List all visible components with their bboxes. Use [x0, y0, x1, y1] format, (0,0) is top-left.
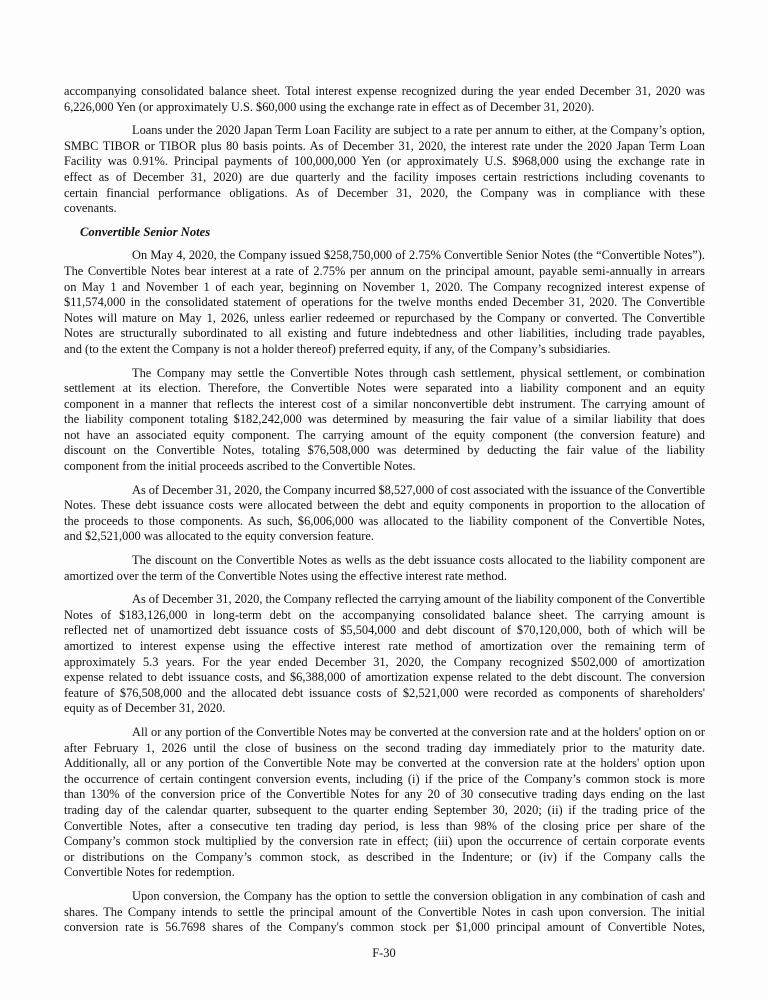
- text-line: [64, 123, 705, 139]
- paragraph: [64, 592, 705, 717]
- text-line-content: accompanying consolidated balance sheet. Total interest expense recognized during the year ended December 31, 2020 was: [64, 84, 705, 98]
- text-line: [64, 889, 705, 905]
- text-line-content: Convertible Notes, after a consecutive ten trading day period, is less than 98% of the closing price per share of the: [64, 818, 705, 833]
- text-line-content: Convertible Notes for redemption.: [64, 865, 235, 880]
- section-heading: Convertible Senior Notes: [80, 224, 211, 239]
- text-line: [64, 311, 705, 327]
- text-line-content: component from the initial proceeds ascribed to the Convertible Notes.: [64, 459, 416, 474]
- paragraph: [64, 553, 705, 584]
- text-line: [64, 686, 705, 702]
- text-line-content: and $2,521,000 was allocated to the equity conversion feature.: [64, 529, 375, 544]
- text-line: [64, 756, 705, 772]
- text-line-content: conversion rate is 56.7698 shares of the Company's common stock per $1,000 principal amount of Convertible Notes,: [64, 920, 705, 935]
- text-line: [64, 553, 705, 569]
- text-line: [64, 326, 705, 342]
- text-line: [64, 819, 705, 835]
- text-line: [64, 280, 705, 296]
- text-line-content: SMBC TIBOR or TIBOR plus 80 basis points. As of December 31, 2020, the interest rate under the 2020 Japan Term Loan: [64, 138, 705, 153]
- text-line: [64, 592, 705, 608]
- text-line: [64, 725, 705, 741]
- text-line: [64, 850, 705, 866]
- text-line: [64, 264, 705, 280]
- text-line-content: The Company may settle the Convertible Notes through cash settlement, physical settlement, or combination: [132, 365, 705, 380]
- text-line: [64, 514, 705, 530]
- text-line: [64, 865, 705, 881]
- text-line-content: reflected net of unamortized debt issuance costs of $5,504,000 and debt discount of $70,120,000, both of which will be: [64, 623, 705, 638]
- text-line: [64, 787, 705, 803]
- text-line: [64, 201, 705, 217]
- text-line: [64, 428, 705, 444]
- text-line: [64, 834, 705, 850]
- text-line: [64, 529, 705, 545]
- text-line: [64, 608, 705, 624]
- text-line-content: component in a manner that reflects the interest cost of a similar nonconvertible debt instrument. The carrying amount of: [64, 396, 705, 411]
- text-line-content: As of December 31, 2020, the Company reflected the carrying amount of the liability component of the Convertible: [132, 592, 705, 607]
- text-line-content: 6,226,000 Yen (or approximately U.S. $60,000 using the exchange rate in effect as of December 31, 2020).: [64, 99, 595, 114]
- text-line-content: Loans under the 2020 Japan Term Loan Facility are subject to a rate per annum to either, at the Company’s option,: [132, 123, 705, 138]
- text-line-content: Notes are structurally subordinated to all existing and future indebtedness and other liabilities, including trade payables,: [64, 326, 705, 341]
- text-line-content: $11,574,000 in the consolidated statement of operations for the twelve months ended December 31, 2020. The Convertible: [64, 295, 705, 310]
- text-line-content: effect as of December 31, 2020) are due quarterly and the facility imposes certain restrictions including covenants to: [64, 169, 705, 184]
- text-line-content: the liability component totaling $182,242,000 was determined by measuring the fair value of a similar liability that does: [64, 412, 705, 427]
- text-line: [64, 154, 705, 170]
- paragraph: [64, 84, 705, 115]
- text-line-content: Notes of $183,126,000 in long-term debt on the accompanying consolidated balance sheet. The carrying amount is: [64, 607, 705, 622]
- text-line: [64, 443, 705, 459]
- paragraph: [64, 248, 705, 357]
- text-line-content: amortized to interest expense using the effective interest rate method of amortization over the remaining term of: [64, 639, 705, 653]
- text-line-content: or distributions on the Company’s common stock, as described in the Indenture; or (iv) if the Company calls the: [64, 849, 705, 864]
- text-line-content: after February 1, 2026 until the close of business on the second trading day immediately prior to the maturity date.: [64, 740, 705, 755]
- text-line: [64, 366, 705, 382]
- text-line-content: feature of $76,508,000 and the allocated debt issuance costs of $2,521,000 were recorded as components of shareholders': [64, 685, 705, 700]
- paragraph: [64, 123, 705, 217]
- text-line-content: On May 4, 2020, the Company issued $258,750,000 of 2.75% Convertible Senior Notes (the “Convertible Notes”).: [132, 248, 705, 263]
- text-line-content: covenants.: [64, 201, 117, 216]
- text-line-content: on May 1 and November 1 of each year, beginning on November 1, 2020. The Company recognized interest expense of: [64, 279, 705, 294]
- text-line-content: settlement at its election. Therefore, the Convertible Notes were separated into a liability component and an equity: [64, 381, 705, 396]
- text-line: [64, 342, 705, 358]
- text-line-content: As of December 31, 2020, the Company incurred $8,527,000 of cost associated with the issuance of the Convertible: [132, 482, 705, 497]
- text-line-content: the occurrence of certain contingent conversion events, including (i) if the price of the Company’s common stock is more: [64, 771, 705, 786]
- text-line: [64, 397, 705, 413]
- paragraph: [64, 483, 705, 545]
- page-number: F-30: [372, 946, 396, 960]
- text-line: [64, 248, 705, 264]
- text-line-content: equity as of December 31, 2020.: [64, 701, 226, 716]
- text-line: [64, 498, 705, 514]
- text-line: [64, 84, 705, 100]
- text-line-content: the proceeds to those components. As such, $6,006,000 was allocated to the liability component of the Convertible Notes,: [64, 513, 705, 528]
- text-line: [64, 741, 705, 757]
- text-line: [64, 483, 705, 499]
- document-page: [64, 84, 705, 944]
- text-line: [64, 623, 705, 639]
- text-line: [64, 170, 705, 186]
- text-line-content: not have an associated equity component. The carrying amount of the equity component (the conversion feature) and: [64, 427, 705, 442]
- text-line: [64, 569, 705, 585]
- text-line-content: shares. The Company intends to settle the principal amount of the Convertible Notes in cash upon conversion. The initial: [64, 904, 705, 919]
- text-line-content: Company’s common stock multiplied by the conversion rate in effect; (iii) upon the occurrence of certain corporate events: [64, 834, 705, 849]
- text-line: [64, 905, 705, 921]
- text-line: [64, 920, 705, 936]
- paragraph: [64, 366, 705, 475]
- paragraph: [64, 889, 705, 936]
- text-line-content: Facility was 0.91%. Principal payments of 100,000,000 Yen (or approximately U.S. $968,000 using the exchange rate in: [64, 154, 705, 169]
- text-line: [64, 139, 705, 155]
- text-line-content: discount on the Convertible Notes, totaling $76,508,000 was determined by deducting the fair value of the liability: [64, 443, 705, 458]
- text-line: [64, 412, 705, 428]
- text-line-content: approximately 5.3 years. For the year ended December 31, 2020, the Company recognized $502,000 of amortization: [64, 654, 705, 669]
- text-line-content: expense related to debt issuance costs, and $6,388,000 of amortization expense related to the debt discount. The conversion: [64, 670, 705, 685]
- text-line: [64, 655, 705, 671]
- text-line-content: Upon conversion, the Company has the option to settle the conversion obligation in any combination of cash and: [132, 888, 705, 903]
- text-line-content: All or any portion of the Convertible Notes may be converted at the conversion rate and at the holders' option on or: [132, 724, 705, 739]
- text-line-content: Additionally, all or any portion of the Convertible Note may be converted at the conversion rate at the holders' option upon: [64, 756, 705, 771]
- text-line: [64, 639, 705, 655]
- text-line-content: The Convertible Notes bear interest at a rate of 2.75% per annum on the principal amount, payable semi-annually in arrears: [64, 263, 705, 278]
- text-line-content: certain financial performance obligations. As of December 31, 2020, the Company was in compliance with these: [64, 185, 705, 200]
- text-line: [64, 701, 705, 717]
- text-line: [64, 186, 705, 202]
- text-line-content: Notes. These debt issuance costs were allocated between the debt and equity components in proportion to the allocation of: [64, 498, 705, 513]
- text-line-content: trading day of the calendar quarter, subsequent to the quarter ending September 30, 2020; (ii) if the trading price of the: [64, 802, 705, 817]
- paragraph: [64, 725, 705, 881]
- text-line-content: and (to the extent the Company is not a holder thereof) preferred equity, if any, of the Company’s subsidiaries.: [64, 341, 611, 356]
- text-line-content: The discount on the Convertible Notes as wells as the debt issuance costs allocated to the liability component are: [132, 553, 705, 568]
- text-line: [64, 670, 705, 686]
- text-line-content: than 130% of the conversion price of the Convertible Notes for any 20 of 30 consecutive trading days ending on the last: [64, 787, 705, 802]
- text-line: [64, 100, 705, 116]
- text-line-content: Notes will mature on May 1, 2026, unless earlier redeemed or repurchased by the Company or converted. The Convertible: [64, 310, 705, 325]
- text-line: [64, 459, 705, 475]
- text-line: [64, 772, 705, 788]
- text-line-content: amortized over the term of the Convertible Notes using the effective interest rate method.: [64, 568, 507, 583]
- text-line: [64, 295, 705, 311]
- text-line: [64, 803, 705, 819]
- text-line: [64, 381, 705, 397]
